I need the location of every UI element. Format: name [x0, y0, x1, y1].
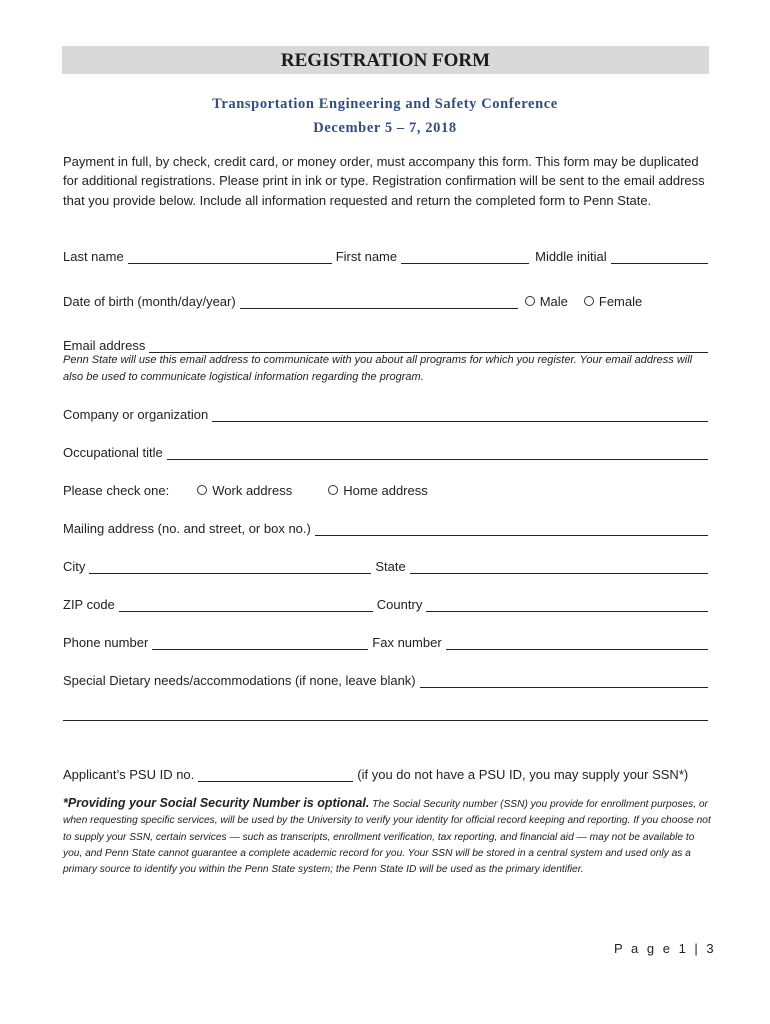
middle-initial-field[interactable] [611, 249, 708, 264]
ssn-notice-body: The Social Security number (SSN) you provide for enrollment purposes, or when requesting specific services, will be used by the University to verify your identity for official record keeping and reporting. If you choose not to supply your SSN, certain services — such as transcripts, enrollment verification, tax reporting, and financial aid — may not be available to you, and Penn State cannot guarantee a complete academic record for you. Your SSN will be stored in a central system and used only as a primary source to identify you within the Penn State system; the Penn State ID will be used as the primary identifier. [63, 799, 711, 876]
state-field[interactable] [410, 559, 708, 574]
ssn-notice-lead: *Providing your Social Security Number is optional. [63, 796, 370, 810]
work-address-radio[interactable] [197, 485, 207, 495]
first-name-field[interactable] [401, 249, 529, 264]
fax-field[interactable] [446, 635, 708, 650]
conference-name: Transportation Engineering and Safety Conference [212, 96, 558, 112]
female-radio[interactable] [584, 296, 594, 306]
home-address-label: Home address [343, 483, 428, 498]
city-label: City [63, 559, 86, 574]
form-title: REGISTRATION FORM [280, 50, 491, 71]
zip-field[interactable] [119, 597, 373, 612]
male-radio[interactable] [525, 296, 535, 306]
email-label: Email address [63, 338, 146, 353]
psu-id-note: (if you do not have a PSU ID, you may supply your SSN*) [357, 767, 689, 782]
ssn-notice [63, 795, 713, 878]
city-field[interactable] [89, 559, 371, 574]
phone-field[interactable] [152, 635, 368, 650]
form-title-bar [62, 46, 709, 74]
first-name-label: First name [335, 249, 398, 264]
phone-fax-row [63, 630, 708, 650]
city-state-row [63, 554, 708, 574]
work-address-label: Work address [212, 483, 293, 498]
name-row [63, 244, 708, 264]
zip-label: ZIP code [63, 597, 115, 612]
dob-field[interactable] [240, 294, 518, 309]
male-option[interactable] [525, 294, 568, 309]
company-label: Company or organization [63, 407, 209, 422]
state-label: State [375, 559, 406, 574]
home-address-radio[interactable] [328, 485, 338, 495]
email-row [63, 333, 708, 353]
psu-id-row [63, 762, 708, 782]
email-note: Penn State will use this email address to communicate with you about all programs for which you register. Your email address will also be used to communicate logistical information regarding the program. [63, 354, 693, 383]
home-address-option[interactable] [328, 483, 428, 498]
country-field[interactable] [426, 597, 708, 612]
male-label: Male [539, 294, 568, 309]
dob-label: Date of birth (month/day/year) [63, 294, 236, 309]
dietary-field-line-2[interactable] [63, 720, 708, 721]
email-field[interactable] [149, 338, 708, 353]
address-type-row [63, 478, 708, 498]
last-name-label: Last name [63, 249, 124, 264]
company-field[interactable] [212, 407, 708, 422]
check-one-label: Please check one: [63, 483, 170, 498]
occupation-row [63, 440, 708, 460]
dietary-row [63, 668, 708, 688]
mailing-address-label: Mailing address (no. and street, or box no.) [63, 521, 311, 536]
mailing-address-row [63, 516, 708, 536]
country-label: Country [376, 597, 423, 612]
company-row [63, 402, 708, 422]
mailing-address-field[interactable] [315, 521, 708, 536]
page-number: P a g e 1 | 3 [614, 941, 717, 956]
female-label: Female [598, 294, 643, 309]
fax-label: Fax number [372, 635, 442, 650]
intro-paragraph: Payment in full, by check, credit card, or money order, must accompany this form. This form may be duplicated for additional registrations. Please print in ink or type. Registration confirmation will be sent to the email address that you provide below. Include all information requested and return the completed form to Penn State. [63, 154, 705, 208]
occupation-label: Occupational title [63, 445, 163, 460]
phone-label: Phone number [63, 635, 149, 650]
last-name-field[interactable] [128, 249, 332, 264]
conference-dates: December 5 – 7, 2018 [313, 120, 457, 136]
middle-initial-label: Middle initial [535, 249, 607, 264]
psu-id-field[interactable] [198, 767, 353, 782]
zip-country-row [63, 592, 708, 612]
dietary-label: Special Dietary needs/accommodations (if none, leave blank) [63, 673, 416, 688]
occupation-field[interactable] [167, 445, 708, 460]
dob-row [63, 289, 708, 309]
work-address-option[interactable] [197, 483, 292, 498]
psu-id-label: Applicant’s PSU ID no. [63, 767, 195, 782]
dietary-field[interactable] [420, 673, 708, 688]
female-option[interactable] [584, 294, 642, 309]
